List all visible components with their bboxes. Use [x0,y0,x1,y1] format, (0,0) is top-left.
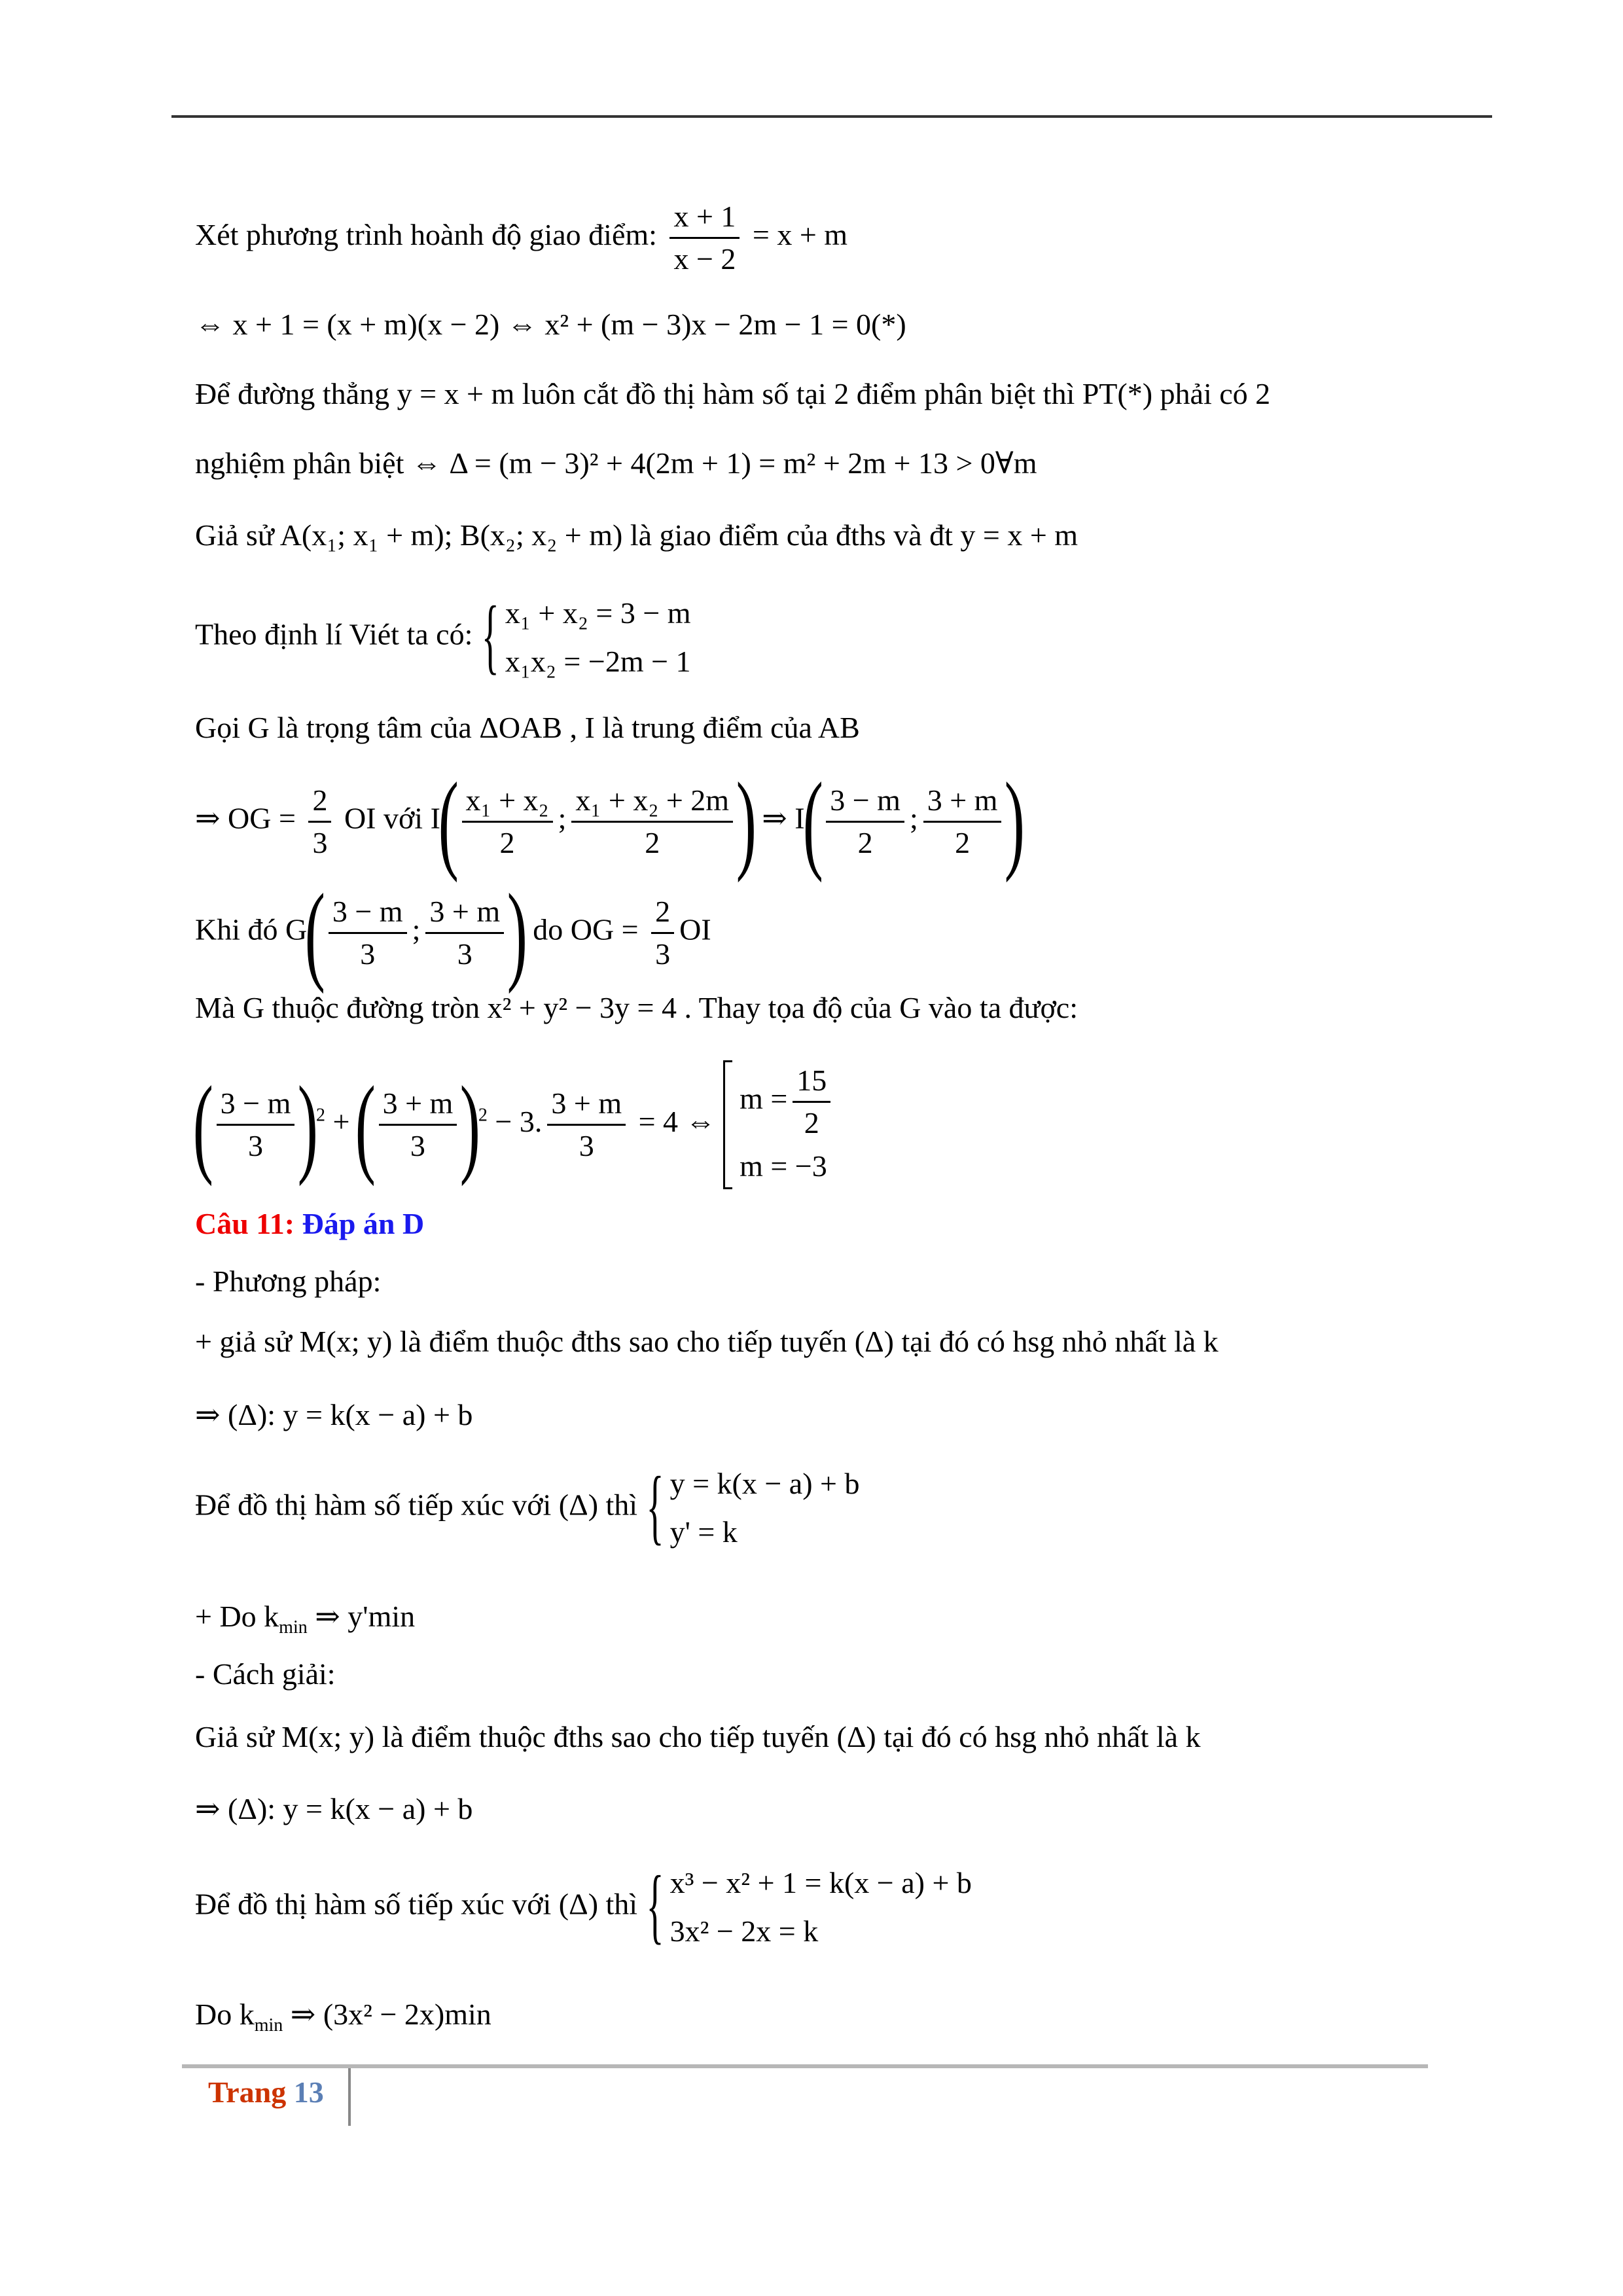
solution-line-1: Giả sử M(x; y) là điểm thuộc đths sao cho tiếp tuyến (Δ) tại đó có hsg nhỏ nhất là k [195,1720,1201,1753]
text: Theo định lí Viét ta có: [195,617,473,651]
equation-star-line: ⇔ x + 1 = (x + m)(x − 2) ⇔ x² + (m − 3)x − 2m − 1 = 0(*) [195,308,906,341]
kmin-line: + Do $k_{min}$ ⇒ y'min [195,1600,416,1638]
question-label: Câu 11: [195,1207,295,1240]
equation-system: { x₁ + x₂ = 3 − m x₁x₂ = −2m − 1 [480,589,691,686]
method-line-1: + giả sử M(x; y) là điểm thuộc đths sao cho tiếp tuyến (Δ) tại đó có hsg nhỏ nhất là k [195,1325,1219,1358]
solution-heading: - Cách giải: [195,1657,336,1691]
text: Xét phương trình hoành độ giao điểm: [195,218,657,252]
og-relation-line: ⇒ OG = $\frac{2}{3}$ OI với I( $\frac{\text{x₁ + x₂}}{2}$ ; $\frac{\text{x₁ + x₂ + 2m}}{2}$ ) ⇒ I( $\frac{3 - m}{2}$ ; $\frac{3 + m}{2}$ ) [195,760,1026,883]
solution-tangency-line: Để đồ thị hàm số tiếp xúc với (Δ) thì { x³ − x² + 1 = k(x − a) + b 3x² − 2x = k [195,1859,972,1956]
circle-condition-line: Mà G thuộc đường tròn x² + y² − 3y = 4 . Thay tọa độ của G vào ta được: [195,991,1079,1024]
discriminant-line: nghiệm phân biệt ⇔ Δ = (m − 3)² + 4(2m + 1) = m² + 2m + 13 > 0∀m [195,446,1037,480]
footer-rule [182,2064,1428,2068]
centroid-coordinates-line: Khi đó G( $\frac{3 - m}{3}$ ; $\frac{3 + m}{3}$ ) do OG = $\frac{2}{3}$ OI [195,871,711,994]
solution-set: m = $\frac{15}{2}$ m = −3 [723,1060,836,1189]
tangent-equation-line: ⇒ (Δ): y = k(x − a) + b [195,1398,473,1431]
solution-kmin-line: Do $k_{min}$ ⇒ (3x² − 2x)min [195,1998,491,2036]
points-ab-line: Giả sử A(x₁; x₁ + m); B(x₂; x₂ + m) là giao điểm của đths và đt y = x + m [195,518,1079,552]
intersection-equation-line [195,196,847,279]
viet-line [195,589,691,686]
text: = x + m [752,218,848,252]
tangency-condition-line: Để đồ thị hàm số tiếp xúc với (Δ) thì { y = k(x − a) + b y' = k [195,1460,859,1556]
header-rule [171,115,1492,118]
method-heading: - Phương pháp: [195,1265,382,1298]
question-11-heading [195,1206,424,1242]
centroid-definition-line: Gọi G là trọng tâm của ΔOAB , I là trung điểm của AB [195,711,860,744]
footer-divider [348,2068,351,2126]
solution-tangent-line: ⇒ (Δ): y = k(x − a) + b [195,1792,473,1825]
condition-line: Để đường thẳng y = x + m luôn cắt đồ thị hàm số tại 2 điểm phân biệt thì PT(*) phải có 2 [195,377,1271,410]
substitution-line: ( $\frac{3 - m}{3}$ )$^2$ + ( $\frac{3 + m}{3}$ )$^2$ − 3. $\frac{3 + m}{3}$ = 4 ⇔ m = $\frac{15}{2}$ m = −3 [195,1060,836,1189]
fraction: $\frac{x + 1}{x - 2}$ [669,196,740,279]
answer-label: Đáp án D [302,1207,425,1240]
page-number: Trang 13 [208,2075,324,2109]
